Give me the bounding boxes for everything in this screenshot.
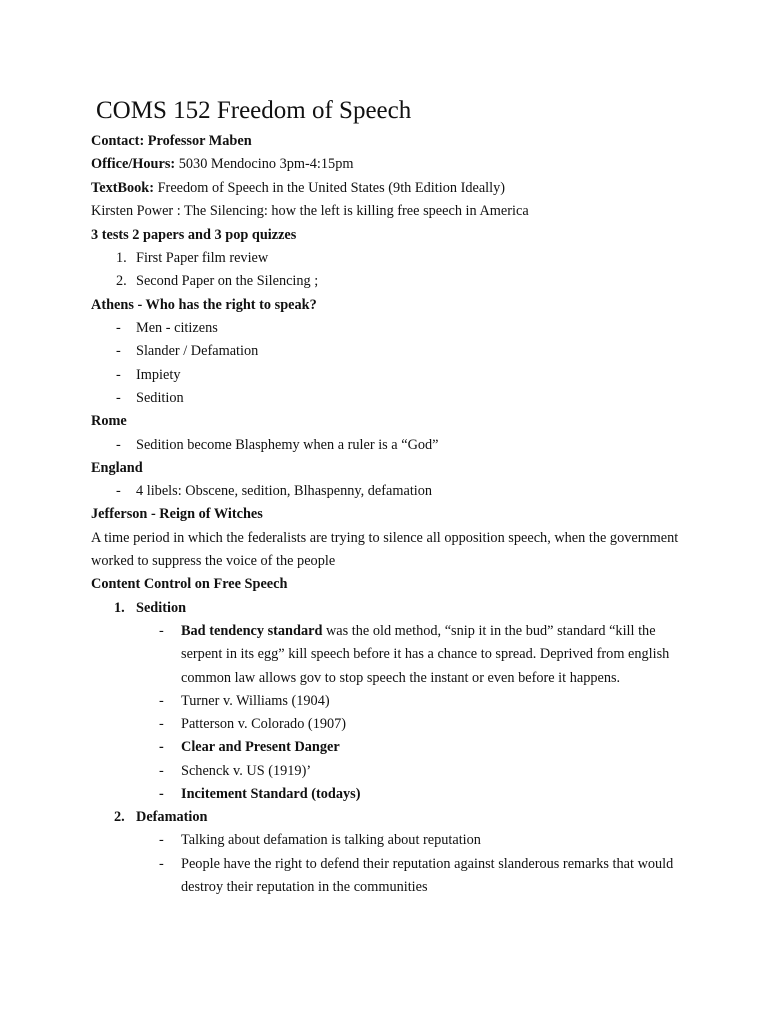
- bad-tendency-term: Bad tendency standard: [181, 623, 323, 639]
- england-heading: England: [91, 460, 143, 476]
- bullet-marker: -: [116, 320, 121, 336]
- list-item: Patterson v. Colorado (1907): [181, 716, 347, 732]
- bullet-marker: -: [159, 763, 164, 779]
- bullet-marker: -: [159, 739, 164, 755]
- bullet-marker: -: [116, 437, 121, 453]
- list-item: Sedition: [136, 390, 184, 406]
- bullet-marker: -: [159, 856, 164, 872]
- bullet-marker: -: [159, 623, 164, 639]
- bullet-marker: -: [159, 786, 164, 802]
- bullet-marker: -: [116, 367, 121, 383]
- office-hours-value: 5030 Mendocino 3pm-4:15pm: [178, 156, 354, 172]
- list-item: Clear and Present Danger: [181, 739, 340, 755]
- list-item: [181, 620, 656, 643]
- list-item: Turner v. Williams (1904): [181, 693, 330, 709]
- textbook-value: Freedom of Speech in the United States (9th Edition Ideally): [157, 180, 506, 196]
- section-number: 1.: [114, 600, 125, 616]
- list-item-continuation: common law allows gov to stop speech the instant or even before it happens.: [181, 670, 621, 686]
- athens-heading: Athens - Who has the right to speak?: [91, 297, 317, 313]
- bullet-marker: -: [116, 343, 121, 359]
- content-control-heading: Content Control on Free Speech: [91, 576, 288, 592]
- list-marker: 1.: [116, 250, 127, 266]
- bullet-marker: -: [116, 390, 121, 406]
- jefferson-paragraph-line: A time period in which the federalists are trying to silence all opposition speech, when the government: [91, 530, 679, 546]
- list-item: First Paper film review: [136, 250, 269, 266]
- list-item-continuation: destroy their reputation in the communities: [181, 879, 428, 895]
- list-item-continuation: serpent in its egg” kill speech before it has a chance to spread. Deprived from english: [181, 646, 670, 662]
- section-number: 2.: [114, 809, 125, 825]
- list-item: People have the right to defend their reputation against slanderous remarks that would: [181, 856, 674, 872]
- bullet-marker: -: [116, 483, 121, 499]
- list-item: Slander / Defamation: [136, 343, 259, 359]
- list-item: Men - citizens: [136, 320, 218, 336]
- textbook-line: [91, 177, 505, 200]
- tests-heading: 3 tests 2 papers and 3 pop quizzes: [91, 227, 297, 243]
- office-hours-label: Office/Hours:: [91, 156, 176, 172]
- contact-line: Contact: Professor Maben: [91, 133, 252, 149]
- list-item: Talking about defamation is talking about reputation: [181, 832, 481, 848]
- bullet-marker: -: [159, 693, 164, 709]
- jefferson-paragraph-line: worked to suppress the voice of the people: [91, 553, 336, 569]
- list-item: Second Paper on the Silencing ;: [136, 273, 319, 289]
- jefferson-heading: Jefferson - Reign of Witches: [91, 506, 263, 522]
- page-title: COMS 152 Freedom of Speech: [96, 97, 412, 124]
- list-marker: 2.: [116, 273, 127, 289]
- textbook-label: TextBook:: [91, 180, 155, 196]
- list-item: 4 libels: Obscene, sedition, Blhaspenny, defamation: [136, 483, 433, 499]
- bullet-marker: -: [159, 716, 164, 732]
- office-hours-line: [91, 153, 353, 176]
- bad-tendency-text: was the old method, “snip it in the bud” standard “kill the: [322, 623, 656, 639]
- second-book-line: Kirsten Power : The Silencing: how the left is killing free speech in America: [91, 203, 529, 219]
- list-item: Impiety: [136, 367, 181, 383]
- list-item: Incitement Standard (todays): [181, 786, 361, 802]
- bullet-marker: -: [159, 832, 164, 848]
- rome-heading: Rome: [91, 413, 127, 429]
- list-item: Schenck v. US (1919)’: [181, 763, 312, 779]
- list-item: Sedition become Blasphemy when a ruler is a “God”: [136, 437, 439, 453]
- section-title-defamation: Defamation: [136, 809, 208, 825]
- section-title-sedition: Sedition: [136, 600, 187, 616]
